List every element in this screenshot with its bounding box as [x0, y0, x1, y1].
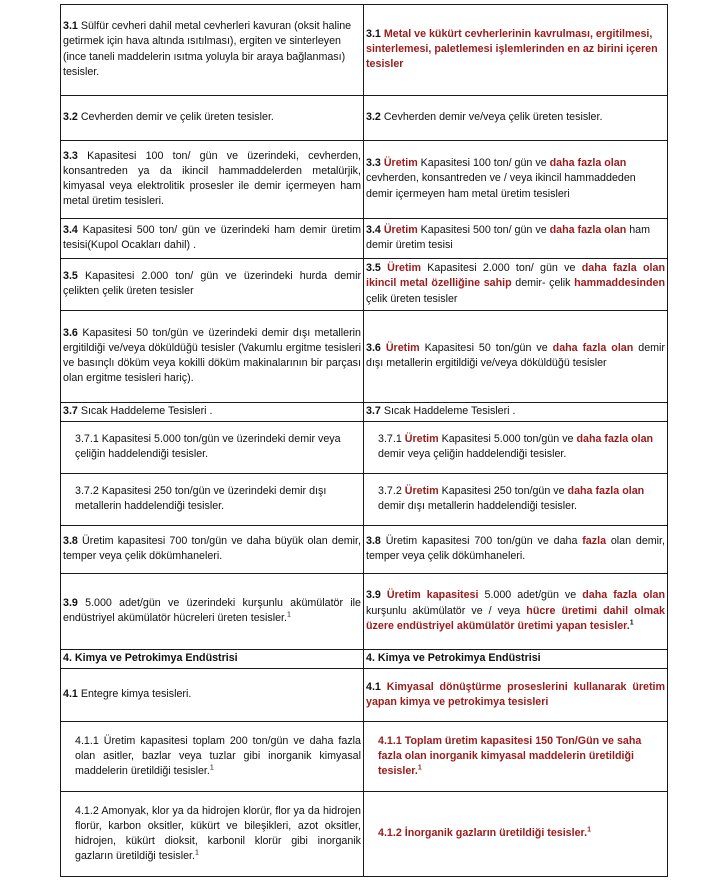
right-cell: 4.1 Kimyasal dönüştürme proseslerini kullanarak üretim yapan kimya ve petrokimya tesisleri [364, 669, 668, 722]
table-row [61, 403, 668, 422]
table-row [61, 219, 668, 259]
table-row [61, 422, 668, 474]
left-cell: 3.7 Sıcak Haddeleme Tesisleri . [61, 403, 364, 422]
right-cell: 3.1 Metal ve kükürt cevherlerinin kavrulması, ergitilmesi, sinterlemesi, paletlemesi işlemlerinden en az birini içeren tesisler [364, 5, 668, 96]
comparison-document [60, 4, 665, 877]
left-cell: 3.8 Üretim kapasitesi 700 ton/gün ve daha büyük olan demir, temper veya çelik dökümhaneleri. [61, 526, 364, 574]
left-cell: 3.7.2 Kapasitesi 250 ton/gün ve üzerindeki demir dışı metallerin haddelendiği tesisler. [61, 474, 364, 526]
right-cell: 4.1.2 İnorganik gazların üretildiği tesisler.$^1$ [364, 792, 668, 877]
left-cell: 3.6 Kapasitesi 50 ton/gün ve üzerindeki demir dışı metallerin ergitildiği ve/veya döküldüğü tesisler (Vakumlu ergitme tesisleri ve basınçlı döküm veya kokilli döküm makinalarının bir parçası olan ergitme tesisleri hariç). [61, 311, 364, 403]
right-cell: 3.7 Sıcak Haddeleme Tesisleri . [364, 403, 668, 422]
comparison-table [60, 4, 668, 877]
left-cell: 4.1 Entegre kimya tesisleri. [61, 669, 364, 722]
left-cell: 3.3 Kapasitesi 100 ton/ gün ve üzerindeki, cevherden, konsantreden ya da ikincil hammaddelerden metalürjik, kimyasal veya elektrolitik prosesler ile demir içermeyen ham metal üretim tesisleri. [61, 141, 364, 219]
left-cell: 4.1.2 Amonyak, klor ya da hidrojen klorür, flor ya da hidrojen florür, karbon oksitler, kükürt ve bileşikleri, azot oksitler, hidrojen, kükürt dioksit, karbonil klorür gibi inorganik gazların üretildiği tesisler.$^1$ [61, 792, 364, 877]
table-row [61, 96, 668, 141]
right-cell: 3.5 Üretim Kapasitesi 2.000 ton/ gün ve daha fazla olan ikincil metal özelliğine sahip demir- çelik hammaddesinden çelik üreten tesisler [364, 259, 668, 311]
left-cell: 3.2 Cevherden demir ve çelik üreten tesisler. [61, 96, 364, 141]
right-cell: 3.7.2 Üretim Kapasitesi 250 ton/gün ve daha fazla olan demir dışı metallerin haddelendiği tesisler. [364, 474, 668, 526]
table-row [61, 526, 668, 574]
right-cell: 3.7.1 Üretim Kapasitesi 5.000 ton/gün ve daha fazla olan demir veya çeliğin haddelendiği tesisler. [364, 422, 668, 474]
table-row [61, 574, 668, 650]
right-cell: 3.6 Üretim Kapasitesi 50 ton/gün ve daha fazla olan demir dışı metallerin ergitildiği ve/veya döküldüğü tesisler [364, 311, 668, 403]
right-cell: 3.9 Üretim kapasitesi 5.000 adet/gün ve daha fazla olan kurşunlu akümülatör ve / veya hücre üretimi dahil olmak üzere endüstriyel akümülatör üretimi yapan tesisler.$^1$ [364, 574, 668, 650]
right-cell: 3.8 Üretim kapasitesi 700 ton/gün ve daha fazla olan demir, temper veya çelik dökümhaneleri. [364, 526, 668, 574]
right-cell: 3.2 Cevherden demir ve/veya çelik üreten tesisler. [364, 96, 668, 141]
table-row [61, 141, 668, 219]
left-cell: 3.1 Sülfür cevheri dahil metal cevherleri kavuran (oksit haline getirmek için hava altında ısıtılması), ergiten ve sinterleyen (ince taneli maddelerin ısıtma yoluyla bir araya bağlanması) tesisler. [61, 5, 364, 96]
right-cell: 4.1.1 Toplam üretim kapasitesi 150 Ton/Gün ve saha fazla olan inorganik kimyasal maddelerin üretildiği tesisler.$^1$ [364, 722, 668, 792]
right-cell: 3.4 Üretim Kapasitesi 500 ton/ gün ve daha fazla olan ham demir üretim tesisi [364, 219, 668, 259]
table-row [61, 311, 668, 403]
left-cell: 3.4 Kapasitesi 500 ton/ gün ve üzerindeki ham demir üretim tesisi(Kupol Ocakları dahil) . [61, 219, 364, 259]
table-row [61, 474, 668, 526]
right-cell: 4. Kimya ve Petrokimya Endüstrisi [364, 650, 668, 669]
left-cell: 4.1.1 Üretim kapasitesi toplam 200 ton/gün ve daha fazla olan asitler, bazlar veya tuzlar gibi inorganik kimyasal maddelerin üretildiği tesisler.$^1$ [61, 722, 364, 792]
table-row [61, 722, 668, 792]
section-header-row [61, 650, 668, 669]
left-cell: 3.9 5.000 adet/gün ve üzerindeki kurşunlu akümülatör ile endüstriyel akümülatör hücreleri üreten tesisler.$^1$ [61, 574, 364, 650]
table-row [61, 5, 668, 96]
table-row [61, 669, 668, 722]
table-row [61, 259, 668, 311]
table-row [61, 792, 668, 877]
left-cell: 4. Kimya ve Petrokimya Endüstrisi [61, 650, 364, 669]
left-cell: 3.5 Kapasitesi 2.000 ton/ gün ve üzerindeki hurda demir çelikten çelik üreten tesisler [61, 259, 364, 311]
right-cell: 3.3 Üretim Kapasitesi 100 ton/ gün ve daha fazla olan cevherden, konsantreden ve / veya ikincil hammaddeden demir içermeyen ham metal üretim tesisleri [364, 141, 668, 219]
left-cell: 3.7.1 Kapasitesi 5.000 ton/gün ve üzerindeki demir veya çeliğin haddelendiği tesisler. [61, 422, 364, 474]
